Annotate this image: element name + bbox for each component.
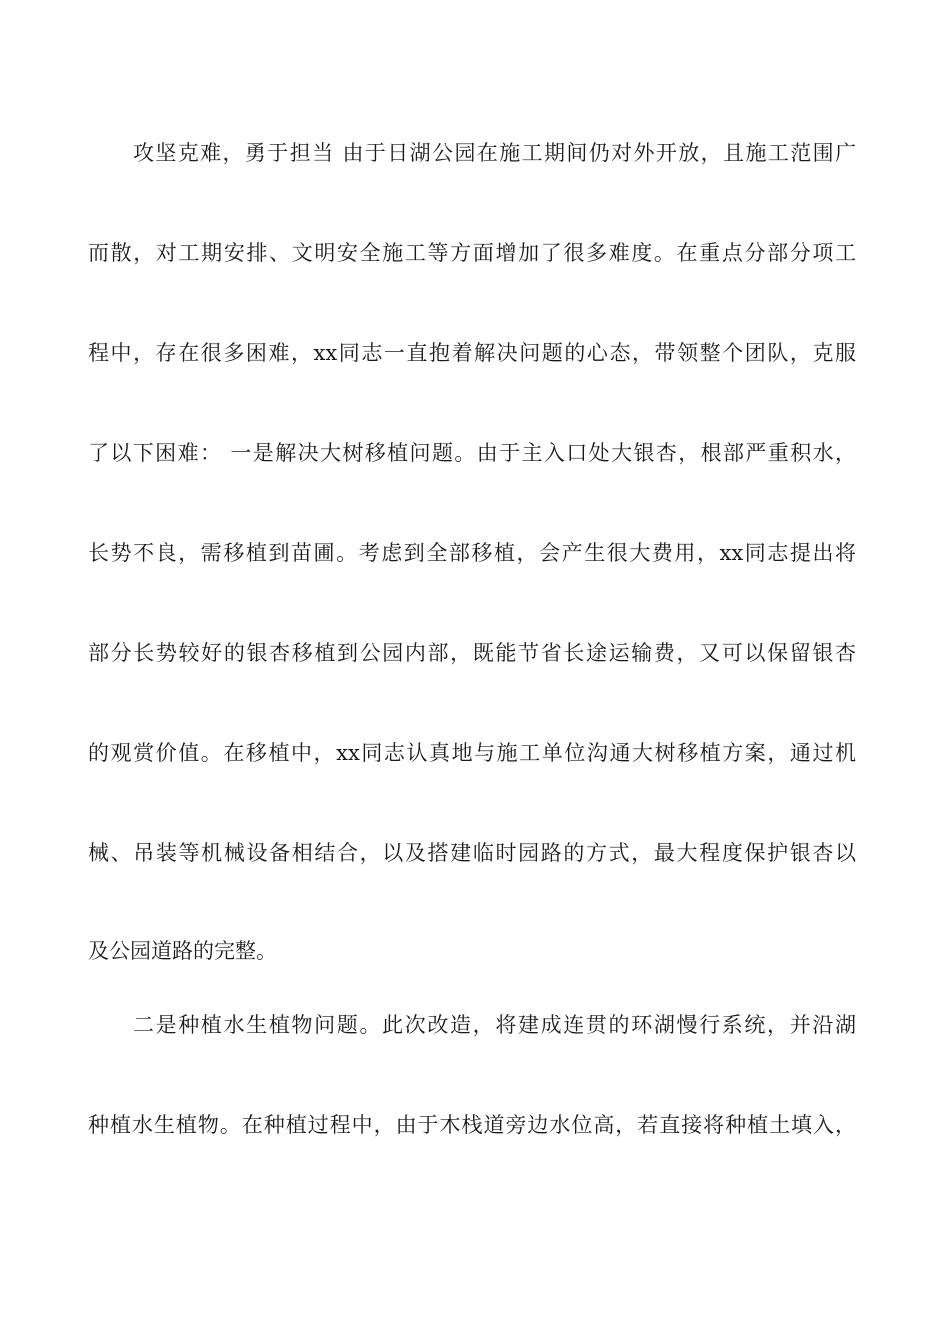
text-line: 而散，对工期安排、文明安全施工等方面增加了很多难度。在重点分部分项工 (88, 241, 856, 265)
text-line: 了以下困难： 一是解决大树移植问题。由于主入口处大银杏，根部严重积水， (88, 441, 856, 465)
text-line: 的观赏价值。在移植中，xx同志认真地与施工单位沟通大树移植方案，通过机 (88, 741, 856, 765)
text-line: 械、吊装等机械设备相结合，以及搭建临时园路的方式，最大程度保护银杏以 (88, 841, 856, 865)
text-line: 攻坚克难，勇于担当 由于日湖公园在施工期间仍对外开放，且施工范围广 (133, 141, 856, 165)
text-line: 二是种植水生植物问题。此次改造，将建成连贯的环湖慢行系统，并沿湖 (133, 1013, 856, 1037)
text-line: 程中，存在很多困难，xx同志一直抱着解决问题的心态，带领整个团队，克服 (88, 341, 856, 365)
text-line: 长势不良，需移植到苗圃。考虑到全部移植，会产生很大费用，xx同志提出将 (88, 541, 856, 565)
text-line: 及公园道路的完整。 (88, 939, 277, 963)
text-line: 部分长势较好的银杏移植到公园内部，既能节省长途运输费，又可以保留银杏 (88, 641, 856, 665)
text-line: 种植水生植物。在种植过程中，由于木栈道旁边水位高，若直接将种植土填入， (88, 1113, 856, 1137)
